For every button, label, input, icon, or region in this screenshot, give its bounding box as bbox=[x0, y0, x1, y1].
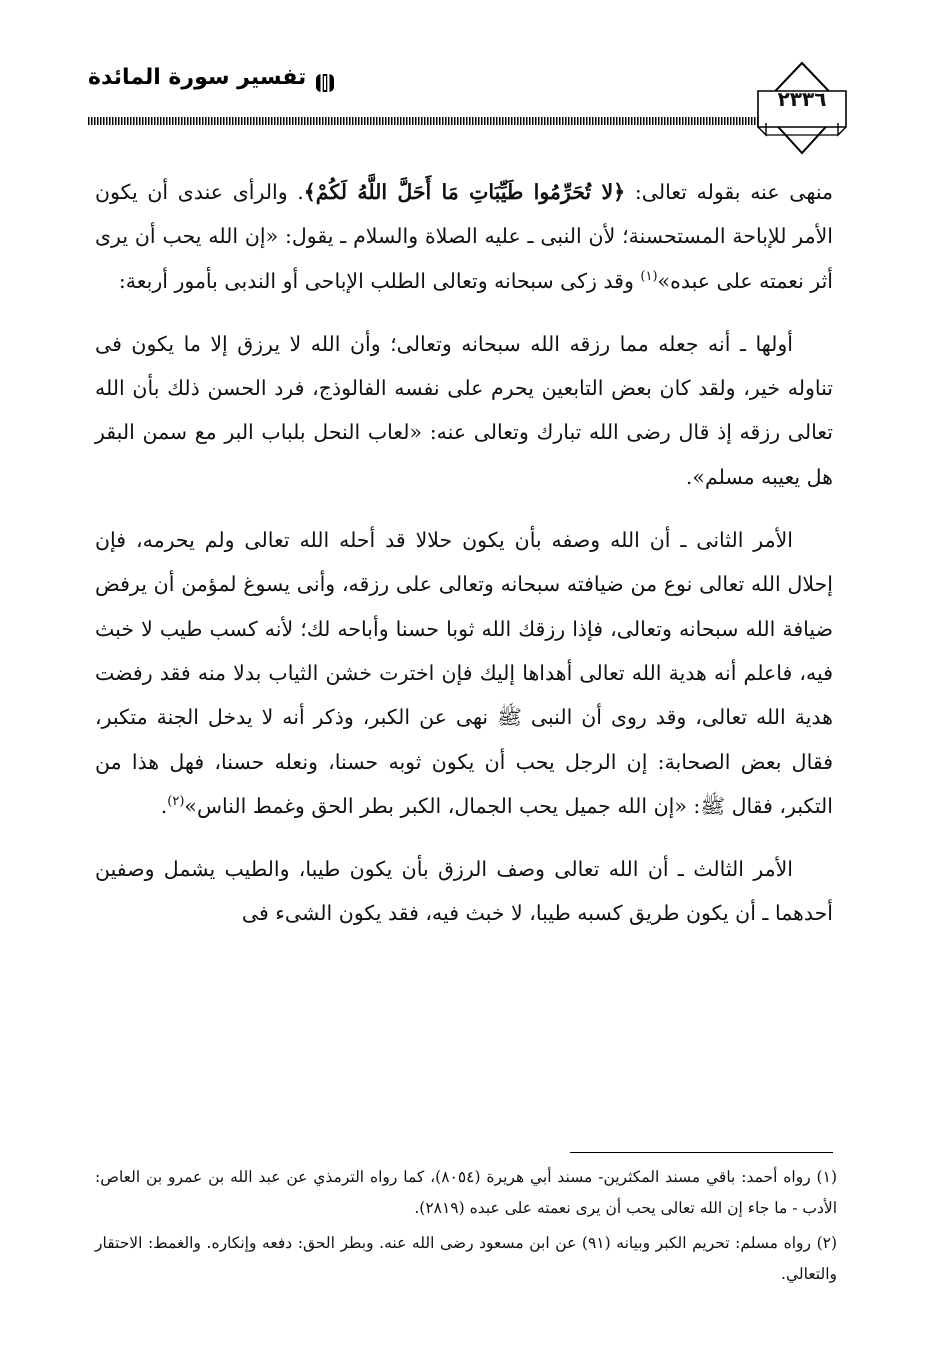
paragraph-2: أولها ـ أنه جعله مما رزقه الله سبحانه وتعالى؛ وأن الله لا يرزق إلا ما يكون فى تناوله خير، ولقد كان بعض التابعين يحرم على نفسه الفالوذج، فرد الحسن ذلك بأن الله تعالى رزقه إذ قال رضى الله تبارك وتعالى عنه: «لعاب النحل بلباب البر مع سمن البقر هل يعيبه مسلم». bbox=[95, 331, 833, 489]
p1-after: وقد زكى سبحانه وتعالى الطلب الإباحى أو الندبى بأمور أربعة: bbox=[118, 268, 641, 293]
footnote-ref-1[interactable]: (١) bbox=[640, 268, 658, 284]
ornament-icon bbox=[316, 73, 334, 93]
page-header bbox=[88, 55, 848, 155]
p3-text: الأمر الثانى ـ أن الله وصفه بأن يكون حلالا قد أحله الله تعالى ولم يحرمه، فإن إحلال الله تعالى نوع من ضيافته سبحانه وتعالى على رزقه، وأنى يسوغ لمؤمن أن يرفض ضيافة الله سبحانه وتعالى، فإذا رزقك الله ثوبا حسنا وأباحه لك؛ لأنه كسب طيب لا خبث فيه، فاعلم أنه هدية الله تعالى أهداها إليك فإن اخترت خشن الثياب بدلا منه فقد رفضت هدية الله تعالى، وقد روى أن النبى ﷺ نهى عن الكبر، وذكر أنه لا يدخل الجنة متكبر، فقال بعض الصحابة: إن الرجل يحب أن يكون ثوبه حسنا، ونعله حسنا، فهل هذا من التكبر، فقال ﷺ: «إن الله جميل يحب الجمال، الكبر بطر الحق وغمط الناس» bbox=[95, 528, 833, 818]
quran-verse: ﴿لا تُحَرِّمُوا طَيِّبَاتِ مَا أَحَلَّ اللَّهُ لَكُمْ﴾ bbox=[303, 180, 626, 204]
running-title: تفسير سورة المائدة bbox=[88, 65, 307, 90]
footnotes bbox=[95, 1162, 837, 1290]
paragraph-1 bbox=[95, 170, 833, 303]
page-number: ٢٣٣٦ bbox=[777, 87, 827, 111]
footnote-2: (٢) رواه مسلم: تحريم الكبر وبيانه (٩١) عن ابن مسعود رضى الله عنه. وبطر الحق: دفعه وإنكاره. والغمط: الاحتقار والتعالي. bbox=[95, 1234, 838, 1283]
footnote-1: (١) رواه أحمد: باقي مسند المكثرين- مسند أبي هريرة (٨٠٥٤)، كما رواه الترمذي عن عبد الله بن عمرو بن العاص: الأدب - ما جاء إن الله تعالى يحب أن يرى نعمته على عبده (٢٨١٩). bbox=[95, 1168, 837, 1217]
page-badge bbox=[756, 61, 848, 155]
paragraph-3 bbox=[95, 518, 833, 828]
p1-middle: . والرأى عندى أن يكون الأمر للإباحة المستحسنة؛ لأن النبى ـ عليه الصلاة والسلام ـ يقول: «إن الله يحب أن يرى أثر نعمته على عبده» bbox=[95, 180, 833, 293]
footnote-ref-2[interactable]: (٢) bbox=[167, 794, 185, 810]
header-rule bbox=[88, 117, 760, 125]
footnote-divider bbox=[570, 1152, 833, 1153]
p1-before: منهى عنه بقوله تعالى: bbox=[625, 180, 833, 204]
body-text bbox=[95, 170, 833, 955]
paragraph-4: الأمر الثالث ـ أن الله تعالى وصف الرزق بأن يكون طيبا، والطيب يشمل وصفين أحدهما ـ أن يكون طريق كسبه طيبا، لا خبث فيه، فقد يكون الشىء فى bbox=[95, 857, 833, 926]
p3-end: . bbox=[160, 793, 168, 818]
